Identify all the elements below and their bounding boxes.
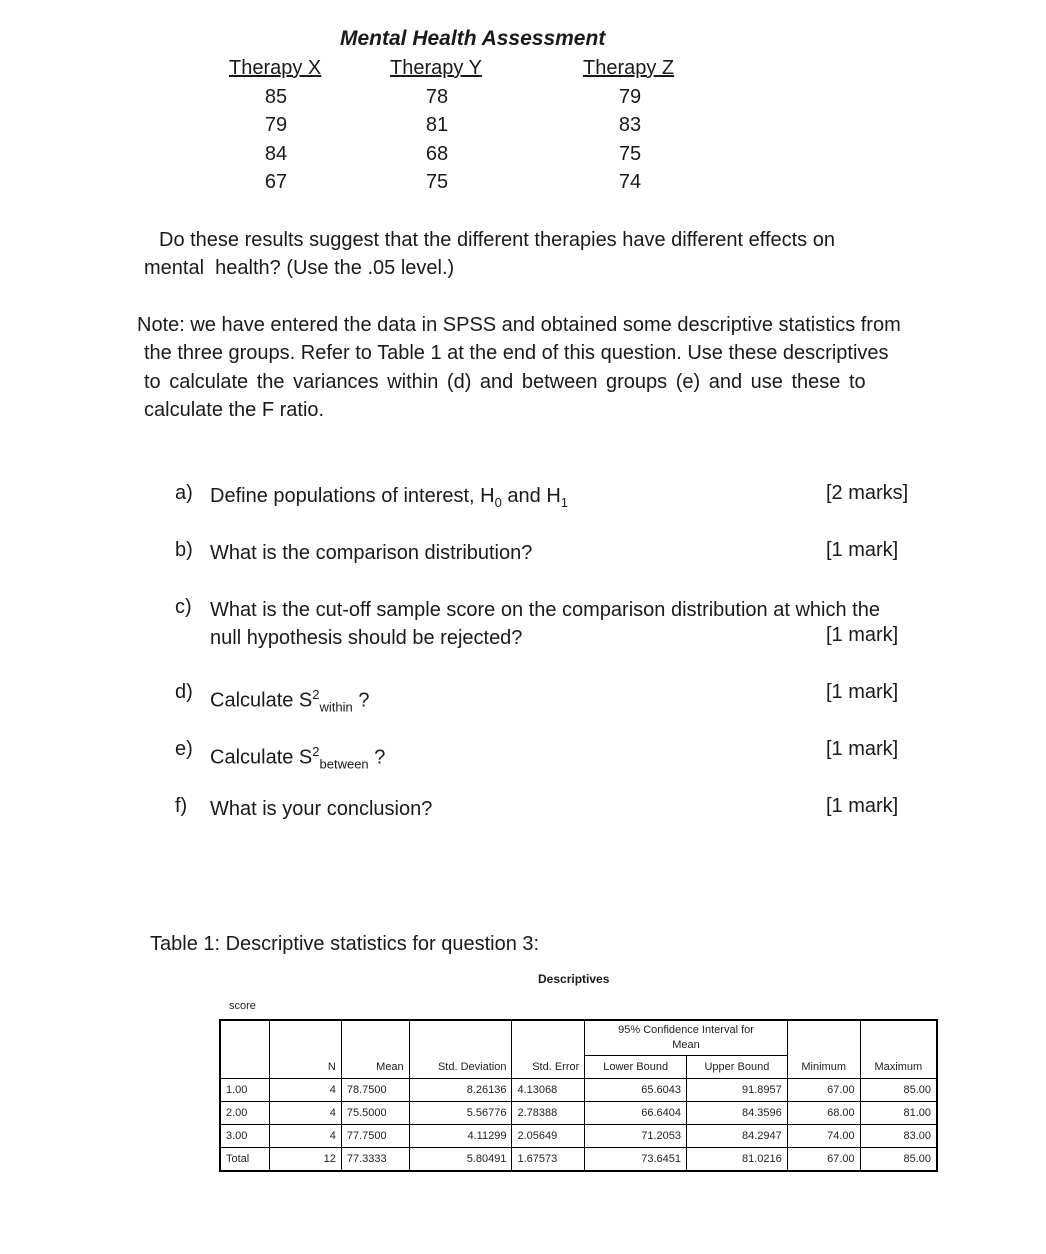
item-e-marks: [1 mark] — [826, 738, 899, 760]
cell-sd: 5.80491 — [409, 1148, 512, 1172]
header-blank — [860, 1020, 937, 1056]
cell-minimum: 74.00 — [787, 1125, 860, 1148]
cell-lower-bound: 73.6451 — [585, 1148, 687, 1172]
header-blank — [787, 1020, 860, 1056]
descriptives-table — [219, 1019, 938, 1172]
row-label: 1.00 — [220, 1079, 270, 1102]
header-blank — [512, 1020, 585, 1056]
table-caption: Table 1: Descriptive statistics for question 3: — [150, 933, 540, 955]
score-cell: 74 — [618, 171, 642, 193]
col-header-std-error: Std. Error — [512, 1056, 585, 1079]
cell-maximum: 85.00 — [860, 1079, 937, 1102]
row-label: Total — [220, 1148, 270, 1172]
score-cell: 85 — [264, 86, 288, 108]
cell-minimum: 67.00 — [787, 1148, 860, 1172]
table-row — [220, 1102, 937, 1125]
item-f-text: What is your conclusion? — [210, 798, 433, 820]
item-b-letter: b) — [175, 539, 193, 561]
note-line-2: the three groups. Refer to Table 1 at the end of this question. Use these descriptives — [144, 342, 889, 364]
question-line-2: mental health? (Use the .05 level.) — [144, 257, 455, 279]
item-d-letter: d) — [175, 681, 193, 703]
cell-maximum: 83.00 — [860, 1125, 937, 1148]
cell-n: 4 — [270, 1079, 342, 1102]
header-blank — [270, 1020, 342, 1056]
cell-mean: 77.7500 — [341, 1125, 409, 1148]
item-f-letter: f) — [175, 795, 188, 817]
table-header-row-1 — [220, 1020, 937, 1056]
item-d-marks: [1 mark] — [826, 681, 899, 703]
header-blank — [409, 1020, 512, 1056]
item-a-text: Define populations of interest, $H_0$ and $H_1$ — [210, 485, 569, 510]
cell-upper-bound: 91.8957 — [687, 1079, 788, 1102]
cell-upper-bound: 84.3596 — [687, 1102, 788, 1125]
item-b-marks: [1 mark] — [826, 539, 899, 561]
header-blank — [341, 1020, 409, 1056]
ci-header: 95% Confidence Interval for Mean — [585, 1020, 787, 1056]
therapy-z-header: Therapy Z — [583, 57, 675, 79]
score-cell: 81 — [425, 114, 449, 136]
col-header-minimum: Minimum — [787, 1056, 860, 1079]
question-line-1: Do these results suggest that the different therapies have different effects on — [159, 229, 835, 251]
cell-se: 2.78388 — [512, 1102, 585, 1125]
score-cell: 79 — [618, 86, 642, 108]
item-b-text: What is the comparison distribution? — [210, 542, 533, 564]
cell-n: 4 — [270, 1125, 342, 1148]
score-cell: 75 — [618, 143, 642, 165]
table-row — [220, 1125, 937, 1148]
col-header-n: N — [270, 1056, 342, 1079]
cell-maximum: 85.00 — [860, 1148, 937, 1172]
cell-mean: 78.7500 — [341, 1079, 409, 1102]
col-header-upper-bound: Upper Bound — [687, 1056, 788, 1079]
item-f-marks: [1 mark] — [826, 795, 899, 817]
cell-sd: 4.11299 — [409, 1125, 512, 1148]
item-d-text: Calculate $S^2_{within}$ ? — [210, 687, 370, 715]
col-header-std-deviation: Std. Deviation — [409, 1056, 512, 1079]
col-header-lower-bound: Lower Bound — [585, 1056, 687, 1079]
cell-n: 12 — [270, 1148, 342, 1172]
cell-lower-bound: 71.2053 — [585, 1125, 687, 1148]
note-line-1: Note: we have entered the data in SPSS and obtained some descriptive statistics from — [137, 314, 901, 336]
cell-minimum: 68.00 — [787, 1102, 860, 1125]
header-blank — [220, 1020, 270, 1056]
cell-se: 1.67573 — [512, 1148, 585, 1172]
therapy-x-header: Therapy X — [229, 57, 322, 79]
note-line-4: calculate the F ratio. — [144, 399, 325, 421]
item-c-marks: [1 mark] — [826, 624, 899, 646]
header-blank — [220, 1056, 270, 1079]
table-heading: Mental Health Assessment — [340, 27, 606, 50]
table-row — [220, 1148, 937, 1172]
col-header-maximum: Maximum — [860, 1056, 937, 1079]
score-cell: 75 — [425, 171, 449, 193]
cell-n: 4 — [270, 1102, 342, 1125]
cell-mean: 75.5000 — [341, 1102, 409, 1125]
row-label: 2.00 — [220, 1102, 270, 1125]
cell-se: 2.05649 — [512, 1125, 585, 1148]
variable-label: score — [229, 1000, 256, 1012]
col-header-mean: Mean — [341, 1056, 409, 1079]
therapy-y-header: Therapy Y — [390, 57, 482, 79]
cell-maximum: 81.00 — [860, 1102, 937, 1125]
cell-upper-bound: 81.0216 — [687, 1148, 788, 1172]
score-cell: 84 — [264, 143, 288, 165]
descriptives-title: Descriptives — [538, 972, 610, 986]
cell-lower-bound: 65.6043 — [585, 1079, 687, 1102]
cell-upper-bound: 84.2947 — [687, 1125, 788, 1148]
item-a-marks: [2 marks] — [826, 482, 909, 504]
cell-minimum: 67.00 — [787, 1079, 860, 1102]
cell-sd: 8.26136 — [409, 1079, 512, 1102]
item-e-letter: e) — [175, 738, 193, 760]
score-cell: 67 — [264, 171, 288, 193]
item-e-text: Calculate $S^2_{between}$ ? — [210, 744, 386, 772]
cell-lower-bound: 66.6404 — [585, 1102, 687, 1125]
item-c-letter: c) — [175, 596, 192, 618]
item-c-line-2: null hypothesis should be rejected? — [210, 627, 523, 649]
score-cell: 68 — [425, 143, 449, 165]
item-c-line-1: What is the cut-off sample score on the comparison distribution at which the — [210, 599, 880, 621]
cell-se: 4.13068 — [512, 1079, 585, 1102]
cell-sd: 5.56776 — [409, 1102, 512, 1125]
table-header-row-2 — [220, 1056, 937, 1079]
cell-mean: 77.3333 — [341, 1148, 409, 1172]
item-a-letter: a) — [175, 482, 193, 504]
note-line-3: to calculate the variances within (d) and between groups (e) and use these to — [144, 371, 866, 393]
score-cell: 78 — [425, 86, 449, 108]
row-label: 3.00 — [220, 1125, 270, 1148]
score-cell: 79 — [264, 114, 288, 136]
table-row — [220, 1079, 937, 1102]
score-cell: 83 — [618, 114, 642, 136]
